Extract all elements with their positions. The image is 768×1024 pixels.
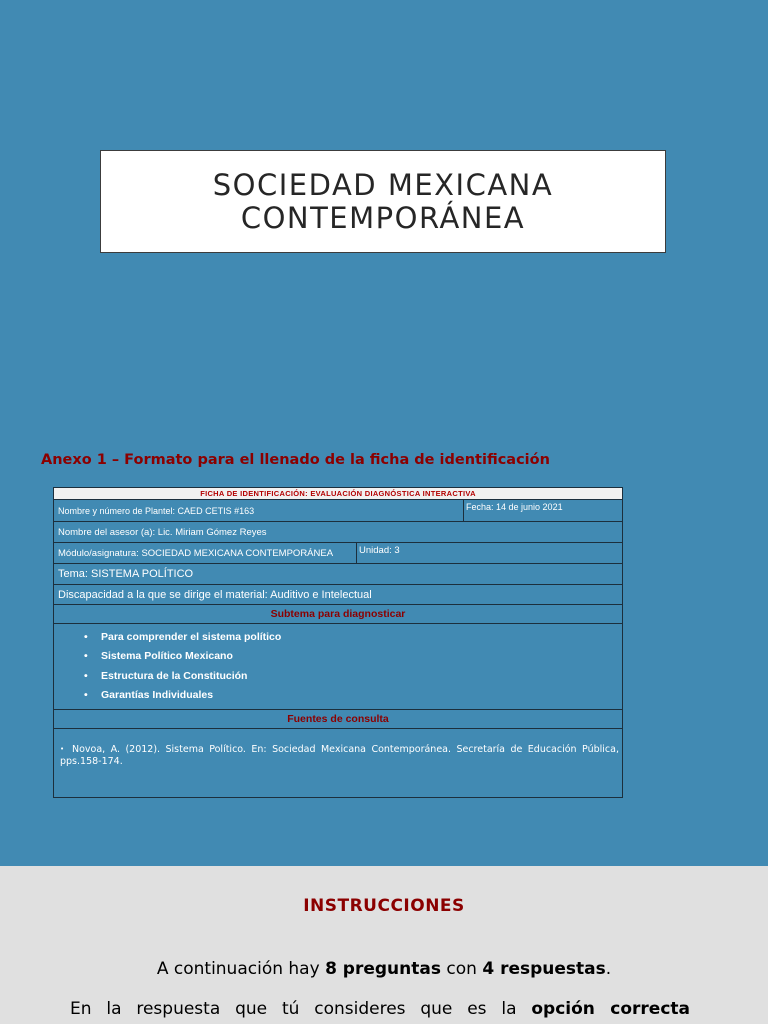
instrucciones-title: INSTRUCCIONES xyxy=(303,896,465,916)
plantel-cell: Nombre y número de Plantel: CAED CETIS #163 xyxy=(54,500,464,521)
unidad-cell: Unidad: 3 xyxy=(359,545,400,556)
bullet-icon: • xyxy=(84,650,88,663)
fuente-row xyxy=(54,729,622,797)
row-modulo xyxy=(54,543,622,564)
ficha-header: FICHA DE IDENTIFICACIÓN: EVALUACIÓN DIAGNÓSTICA INTERACTIVA xyxy=(54,488,622,500)
fuente-text: Novoa, A. (2012). Sistema Político. En: Sociedad Mexicana Contemporánea. Secretaría de Educación Pública, pps.158-174. xyxy=(60,744,619,767)
title-line-2: CONTEMPORÁNEA xyxy=(240,200,526,235)
fuentes-header: Fuentes de consulta xyxy=(54,710,622,729)
instruction-paragraph-2: En la respuesta que tú consideres que es la opción correcta xyxy=(70,999,690,1019)
instruction-paragraph-1: A continuación hay 8 preguntas con 4 respuestas. xyxy=(156,959,612,979)
subtema-list xyxy=(54,624,622,707)
bullet-icon: • xyxy=(84,631,88,643)
list-item: • Sistema Político Mexicano xyxy=(84,647,622,666)
slide-title xyxy=(213,169,553,235)
subtema-list-row xyxy=(54,624,622,710)
anexo-heading: Anexo 1 – Formato para el llenado de la ficha de identificación xyxy=(41,452,550,468)
list-item: • Garantías Individuales xyxy=(84,686,622,705)
ficha-table xyxy=(53,487,623,798)
bullet-icon: • xyxy=(60,745,65,753)
row-plantel xyxy=(54,500,622,522)
fecha-cell: Fecha: 14 de junio 2021 xyxy=(466,502,563,512)
title-line-1: SOCIEDAD MEXICANA xyxy=(212,167,554,202)
bullet-icon: • xyxy=(84,688,88,701)
bullet-icon: • xyxy=(84,669,88,682)
tema-cell: Tema: SISTEMA POLÍTICO xyxy=(54,564,622,585)
list-item: • Estructura de la Constitución xyxy=(84,667,622,686)
modulo-cell: Módulo/asignatura: SOCIEDAD MEXICANA CONTEMPORÁNEA xyxy=(54,543,357,563)
list-item: • Para comprender el sistema político xyxy=(84,628,622,647)
title-box xyxy=(100,150,666,253)
discapacidad-cell: Discapacidad a la que se dirige el material: Auditivo e Intelectual xyxy=(54,585,622,605)
asesor-cell: Nombre del asesor (a): Lic. Miriam Gómez Reyes xyxy=(54,522,622,543)
subtema-header: Subtema para diagnosticar xyxy=(54,605,622,624)
slide-instrucciones xyxy=(0,866,768,1024)
